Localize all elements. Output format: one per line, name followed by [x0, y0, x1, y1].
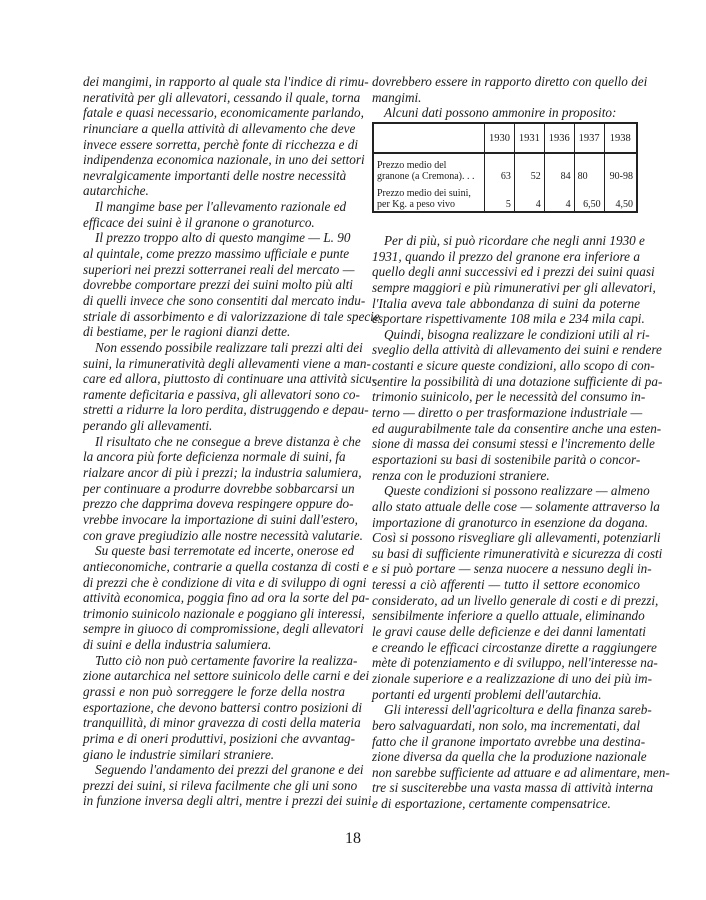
- table-row: [373, 153, 637, 183]
- text-line: invece essere sorretta, perchè fonte di ricchezza e di: [83, 136, 359, 152]
- text-line: esportazioni su basi di sostenibile parità o concor-: [372, 451, 641, 467]
- text-line: terno — diretto o per trasformazione industriale —: [372, 405, 643, 421]
- page-number: 18: [345, 830, 361, 847]
- text-line: allo stato attuale delle cose — solamente attraverso la: [372, 498, 660, 514]
- table-header-year: 1937: [574, 123, 604, 153]
- text-line: Il risultato che ne consegue a breve distanza è che: [95, 433, 361, 449]
- text-line: teressi a ciò afferenti — tutto il settore economico: [372, 577, 640, 593]
- text-line: dovrebbero essere in rapporto diretto con quello dei: [372, 74, 648, 89]
- table-header-year: 1938: [604, 123, 637, 153]
- text-line: con grave pregiudizio alle nostre necessità valutarie.: [83, 527, 363, 543]
- cell: 5: [485, 183, 515, 213]
- table-header-year: 1936: [544, 123, 574, 153]
- cell: 63: [485, 153, 515, 183]
- text-line: di quelli invece che sono consentiti dal mercato indu-: [83, 292, 366, 308]
- cell: 90-98: [604, 153, 637, 183]
- table-header-year: 1930: [485, 123, 515, 153]
- text-line: portanti ed urgenti problemi dell'autarchia.: [372, 686, 602, 702]
- table-header-empty: [373, 123, 485, 153]
- text-line: sveglio della attività di allevamento dei suini e rendere: [372, 342, 662, 358]
- text-line: Il mangime base per l'allevamento razionale ed: [95, 199, 347, 215]
- row-label: Prezzo medio dei suini, per Kg. a peso vivo: [373, 183, 485, 213]
- text-line: esportare rispettivamente 108 mila e 234 mila capi.: [372, 311, 645, 327]
- cell: 4: [544, 183, 574, 213]
- left-column: [83, 74, 380, 809]
- text-line: Così si possono risvegliare gli allevamenti, potenziarli: [372, 530, 661, 546]
- text-line: dovrebbe comportare prezzi dei suini molto più alti: [83, 277, 353, 293]
- text-line: trimonio suinicolo, per le necessità del consumo in-: [372, 389, 646, 405]
- text-line: Quindi, bisogna realizzare le condizioni utili al ri-: [384, 326, 650, 342]
- text-line: Il prezzo troppo alto di questo mangime — L. 90: [95, 230, 351, 246]
- text-line: tre si susciterebbe una vasta massa di attività interna: [372, 780, 654, 796]
- text-line: fatale e quasi necessario, economicamente parlando,: [83, 105, 364, 121]
- cell: 52: [514, 153, 544, 183]
- text-line: indipendenza economica nazionale, in uno dei settori: [83, 152, 365, 168]
- text-line: fatto che il granone importato avrebbe una destina-: [372, 733, 646, 749]
- cell: 4: [514, 183, 544, 213]
- text-line: trimonio suinicolo nazionale e poggiano gli interessi,: [83, 605, 365, 621]
- text-line: l'Italia aveva tale abbondanza di suini da poterne: [372, 295, 640, 311]
- text-line: stretti a ridurre la loro perdita, distruggendo e depau-: [83, 402, 369, 418]
- text-line: superiori nei prezzi sotterranei reali del mercato —: [83, 261, 355, 277]
- text-line: ed augurabilmente tale da consentire anche una esten-: [372, 420, 662, 436]
- text-line: su basi di sufficiente rimuneratività e sicurezza di costi: [372, 545, 663, 561]
- text-line: costanti e sicure queste condizioni, allo scopo di con-: [372, 358, 655, 374]
- row-label: Prezzo medio del granone (a Cremona). . .: [373, 153, 485, 183]
- text-line: mangimi.: [372, 89, 422, 105]
- text-line: autarchiche.: [83, 183, 149, 199]
- text-line: giano le industrie similari straniere.: [83, 746, 275, 762]
- text-line: 1931, quando il prezzo del granone era inferiore a: [372, 248, 640, 264]
- text-line: care ed allora, piuttosto di continuare una attività sicu-: [83, 371, 377, 387]
- text-line: zione diversa da quella che la produzione nazionale: [372, 749, 647, 765]
- text-line: di bestiame, per le ragioni dianzi dette.: [83, 324, 291, 340]
- cell: 4,50: [604, 183, 637, 213]
- text-line: nevralgicamente importanti delle nostre necessità: [83, 167, 347, 183]
- text-line: e creando le efficaci circostanze dirette a raggiungere: [372, 639, 657, 655]
- text-line: grassi e non può sorreggere le forze della nostra: [83, 683, 345, 699]
- text-line: bero salvaguardati, non solo, ma incrementati, dal: [372, 717, 640, 733]
- text-line: rinunciare a quella attività di allevamento che deve: [83, 120, 356, 136]
- text-line: perando gli allevamenti.: [83, 418, 213, 434]
- text-line: Gli interessi dell'agricoltura e della finanza sareb-: [384, 702, 652, 718]
- text-line: Seguendo l'andamento dei prezzi del granone e dei: [95, 762, 364, 778]
- cell: 6,50: [574, 183, 604, 213]
- table-row: [373, 183, 637, 213]
- text-line: sempre in giuoco di compromissione, degli allevatori: [83, 621, 364, 637]
- text-line: Su queste basi terremotate ed incerte, onerose ed: [95, 543, 355, 559]
- text-line: quello degli anni successivi ed i prezzi dei suini quasi: [372, 264, 655, 280]
- text-line: Non essendo possibile realizzare tali prezzi alti dei: [95, 339, 363, 355]
- text-line: sensibilmente inferiore a quello attuale, eliminando: [372, 608, 645, 624]
- text-line: e di esportazione, certamente compensatrice.: [372, 796, 611, 812]
- text-line: la ancora più forte deficienza normale di suini, fa: [83, 449, 346, 465]
- text-line: di suini e della industria salumiera.: [83, 637, 272, 653]
- cell: 84: [544, 153, 574, 183]
- text-line: mète di potenziamento e di sviluppo, nell'interesse na-: [372, 655, 658, 671]
- text-line: striale di assorbimento e di valorizzazione di tale specie: [83, 308, 380, 324]
- text-line: antieconomiche, contrarie a quella costanza di costi e: [83, 558, 369, 574]
- text-line: Per di più, si può ricordare che negli anni 1930 e: [384, 233, 645, 248]
- text-line: per continuare a produrre dovrebbe sobbarcarsi un: [83, 480, 355, 496]
- text-line: Tutto ciò non può certamente favorire la realizza-: [95, 652, 358, 668]
- text-line: tranquillità, di minor gravezza di costi della materia: [83, 715, 361, 731]
- text-line: di prezzi che è condizione di vita e di sviluppo di ogni: [83, 574, 367, 590]
- right-column-top: [372, 74, 648, 121]
- text-line: prezzo che dapprima doveva respingere oppure do-: [83, 496, 354, 512]
- text-line: zione autarchica nel settore suinicolo delle carni e dei: [83, 668, 370, 684]
- price-table: [372, 122, 638, 213]
- text-line: attività economica, poggia fino ad ora la sorte del pa-: [83, 590, 370, 606]
- text-line: in funzione inversa degli altri, mentre i prezzi dei suini: [83, 793, 372, 809]
- right-column: [372, 233, 670, 812]
- table-header-year: 1931: [514, 123, 544, 153]
- text-line: efficace dei suini è il granone o granoturco.: [83, 214, 315, 230]
- text-line: ramente deficitaria e passiva, gli allevatori sono co-: [83, 386, 360, 402]
- table-header-row: [373, 123, 637, 153]
- text-line: considerato, ad un livello generale di costi e di prezzi,: [372, 592, 659, 608]
- text-line: sempre maggiori e più rimunerativi per gli allevatori,: [372, 279, 656, 295]
- text-line: prezzi dei suini, si rileva facilmente che gli uni sono: [83, 777, 358, 793]
- text-line: suini, la rimuneratività degli allevamenti viene a man-: [83, 355, 371, 371]
- text-line: importazione di granoturco in esenzione da dogana.: [372, 514, 649, 530]
- text-line: Alcuni dati possono ammonire in proposito:: [384, 105, 617, 121]
- text-line: rialzare ancor di più i prezzi; la industria salumiera,: [83, 465, 362, 481]
- text-line: dei mangimi, in rapporto al quale sta l'indice di rimu-: [83, 74, 369, 89]
- text-line: neratività per gli allevatori, cessando il quale, torna: [83, 89, 361, 105]
- text-line: sentire la possibilità di una dotazione sufficiente di pa-: [372, 373, 663, 389]
- text-line: vrebbe invocare la importazione di suini dall'estero,: [83, 511, 358, 527]
- text-line: sione di massa dei consumi stessi e l'incremento delle: [372, 436, 655, 452]
- cell: 80: [574, 153, 604, 183]
- text-line: e si può portare — senza nuocere a nessuno degli in-: [372, 561, 652, 577]
- text-line: non sarebbe sufficiente ad attuare e ad alimentare, men-: [372, 764, 670, 780]
- text-line: al quintale, come prezzo massimo ufficiale e punte: [83, 246, 350, 262]
- text-line: esportazione, che devono battersi contro posizioni di: [83, 699, 362, 715]
- text-line: renza con le produzioni straniere.: [372, 467, 550, 483]
- text-line: le gravi cause delle deficienze e dei danni lamentati: [372, 624, 646, 640]
- text-line: zionale superiore e a realizzazione di uno dei più im-: [372, 670, 652, 686]
- text-line: prima e di oneri produttivi, posizioni che avvantag-: [83, 730, 356, 746]
- text-line: Queste condizioni si possono realizzare — almeno: [384, 483, 650, 499]
